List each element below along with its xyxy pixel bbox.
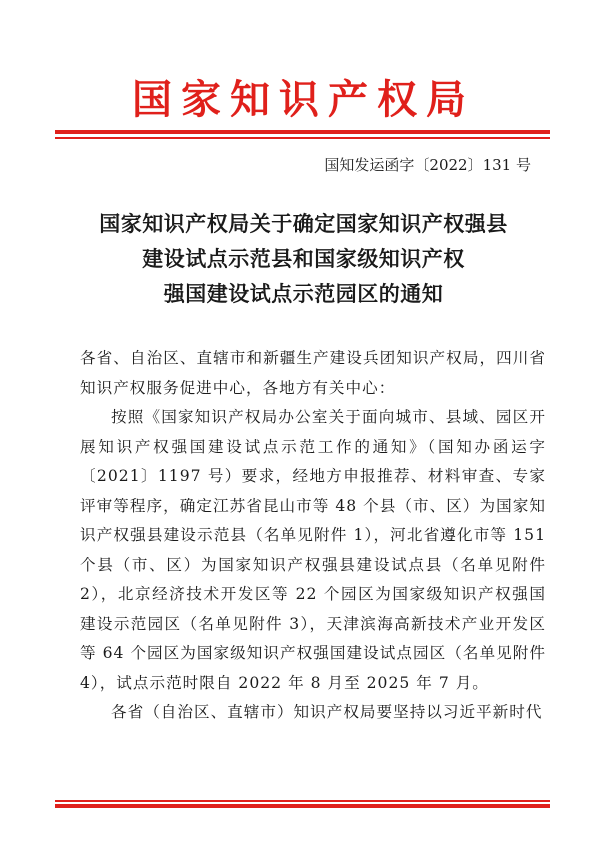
title-line-2: 建设试点示范县和国家级知识产权 — [142, 246, 465, 271]
masthead-agency-name: 国家知识产权局 — [132, 76, 475, 123]
addressee-paragraph: 各省、自治区、直辖市和新疆生产建设兵团知识产权局，四川省知识产权服务促进中心，各地方有关中心： — [80, 349, 546, 397]
bottom-red-rule-thin — [55, 800, 550, 802]
top-red-rule-thick — [55, 130, 550, 134]
title-line-1: 国家知识产权局关于确定国家知识产权强县 — [99, 211, 508, 236]
document-number: 国知发运函字〔2022〕131 号 — [324, 156, 531, 174]
document-title — [0, 206, 607, 311]
body-paragraph-1: 按照《国家知识产权局办公室关于面向城市、县域、园区开展知识产权强国建设试点示范工作的通知》（国知办函运字〔2021〕1197 号）要求，经地方申报推荐、材料审查、专家评审等程序，确定江苏省昆山市等 48 个县（市、区）为国家知识产权强县建设示范县（名单见附件 1），河北省遵化市等 151 个县（市、区）为国家知识产权强县建设试点县（名单见附件 2），北京经济技术开发区等 22 个园区为国家级知识产权强国建设示范园区（名单见附件 3），天津滨海高新技术产业开发区等 64 个园区为国家级知识产权强国建设试点园区（名单见附件 4），试点示范时限自 2022 年 8 月至 2025 年 7 月。 — [80, 408, 546, 692]
title-line-3: 强国建设试点示范园区的通知 — [163, 281, 444, 306]
bottom-red-rule-thick — [55, 804, 550, 808]
top-red-rule-thin — [55, 137, 550, 139]
body-paragraph-2: 各省（自治区、直辖市）知识产权局要坚持以习近平新时代 — [111, 703, 543, 721]
document-body — [80, 344, 546, 728]
